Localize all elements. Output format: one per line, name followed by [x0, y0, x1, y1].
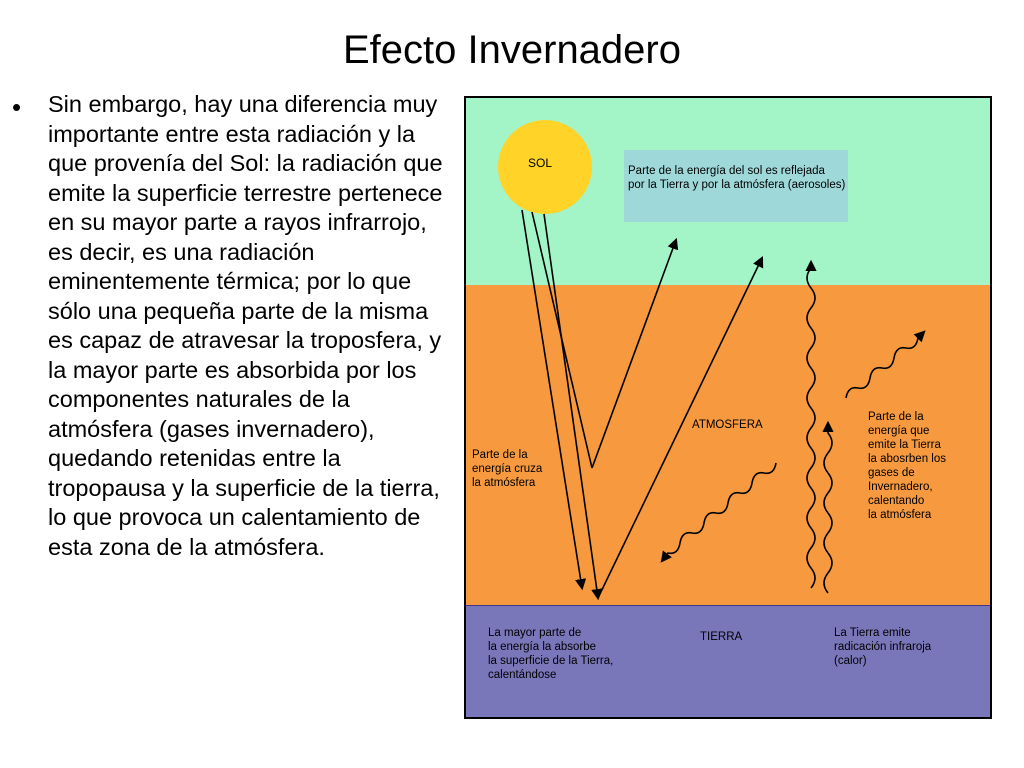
- energy-crosses-label: Parte de la energía cruza la atmósfera: [472, 449, 543, 489]
- atmosphere-label: ATMOSFERA: [692, 419, 763, 431]
- sun-label: SOL: [528, 156, 553, 170]
- infrared-wave-2: [824, 423, 832, 593]
- incoming-ray-3: [544, 214, 598, 598]
- infrared-wave-3: [662, 463, 776, 561]
- earth-absorbs-label: La mayor parte de la energía la absorbe la superficie de la Tierra, calentándose: [488, 627, 614, 681]
- infrared-wave-4: [846, 332, 924, 398]
- earth-label: TIERRA: [700, 631, 743, 643]
- bullet-text: Sin embargo, hay una diferencia muy importante entre esta radiación y la que provenía del Sol: la radiación que emite la superficie terrestre pertenece en su mayor parte a rayos infrarrojo, es decir, es una radiación eminentemente térmica; por lo que sólo una pequeña parte de la misma es capaz de atravesar la troposfera, y la mayor parte es absorbida por los componentes naturales de la atmósfera (gases invernadero), quedando retenidas entre la tropopausa y la superficie de la tierra, lo que provoca un calentamiento de esta zona de la atmósfera.: [48, 91, 443, 560]
- greenhouse-diagram: [464, 96, 992, 719]
- slide-title: Efecto Invernadero: [343, 28, 681, 72]
- earth-emits-label: La Tierra emite radicación infraroja (calor): [834, 627, 932, 667]
- reflected-energy-label: Parte de la energía del sol es reflejada por la Tierra y por la atmósfera (aerosoles): [628, 165, 846, 191]
- infrared-wave-1: [807, 262, 815, 588]
- reflected-ray-1: [592, 240, 676, 468]
- greenhouse-absorption-label: Parte de la energía que emite la Tierra la abosrben los gases de Invernadero, calentando la atmósfera: [868, 411, 946, 521]
- bullet-marker: •: [12, 92, 22, 122]
